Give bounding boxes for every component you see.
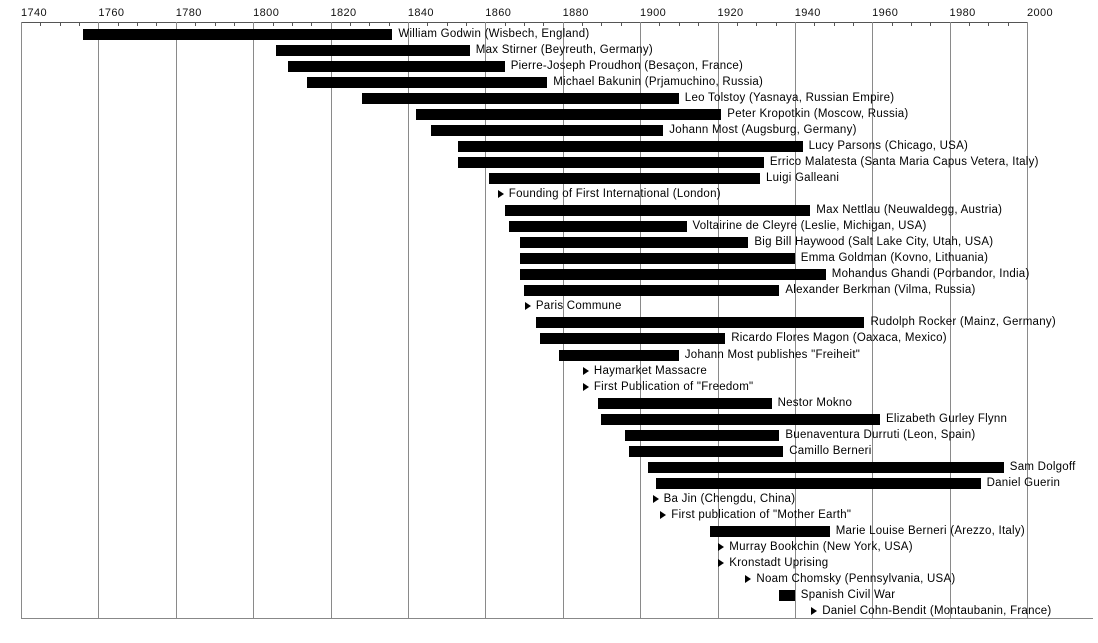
timeline-bar	[520, 253, 795, 264]
axis-tick-label: 1940	[794, 7, 821, 19]
axis-tick-label: 1820	[330, 7, 357, 19]
timeline-bar	[276, 45, 470, 56]
axis-minor-tick	[892, 22, 893, 26]
timeline-bar	[431, 125, 663, 136]
row-label: Lucy Parsons (Chicago, USA)	[808, 139, 969, 152]
timeline-bar	[520, 237, 748, 248]
timeline-bar	[489, 173, 760, 184]
axis-tick-label: 1800	[253, 7, 280, 19]
timeline-bar	[458, 157, 764, 168]
event-marker-icon	[811, 607, 817, 615]
timeline-bar	[509, 221, 687, 232]
axis-minor-tick	[311, 22, 312, 26]
row-label: Daniel Guerin	[986, 476, 1061, 489]
row-label: Spanish Civil War	[800, 589, 896, 602]
axis-minor-tick	[156, 22, 157, 26]
axis-minor-tick	[1008, 22, 1009, 26]
axis-minor-tick	[756, 22, 757, 26]
axis-tick-label: 1860	[485, 7, 512, 19]
axis-minor-tick	[60, 22, 61, 26]
row-label: Camillo Berneri	[789, 444, 872, 457]
row-label: William Godwin (Wisbech, England)	[398, 27, 590, 40]
row-label: Voltairine de Cleyre (Leslie, Michigan, USA)	[692, 220, 927, 233]
row-label: Michael Bakunin (Prjamuchino, Russia)	[553, 75, 764, 88]
axis-minor-tick	[969, 22, 970, 26]
event-marker-icon	[583, 367, 589, 375]
row-label: Kronstadt Uprising	[729, 557, 829, 570]
axis-minor-tick	[215, 22, 216, 26]
row-label: Noam Chomsky (Pennsylvania, USA)	[756, 573, 956, 586]
row-label: Mohandus Ghandi (Porbandor, India)	[831, 268, 1030, 281]
axis-minor-tick	[273, 22, 274, 26]
axis-tick-label: 1980	[949, 7, 976, 19]
row-label: Rudolph Rocker (Mainz, Germany)	[870, 316, 1056, 329]
axis-minor-tick	[350, 22, 351, 26]
axis-minor-tick	[543, 22, 544, 26]
event-marker-icon	[718, 559, 724, 567]
row-label: Daniel Cohn-Bendit (Montaubanin, France)	[822, 605, 1052, 618]
row-label: Max Stirner (Beyreuth, Germany)	[475, 43, 653, 56]
gridline-1800	[253, 22, 254, 618]
axis-minor-tick	[601, 22, 602, 26]
axis-minor-tick	[853, 22, 854, 26]
row-label: First Publication of "Freedom"	[593, 380, 754, 393]
row-label: Haymarket Massacre	[593, 364, 708, 377]
event-marker-icon	[583, 383, 589, 391]
axis-minor-tick	[389, 22, 390, 26]
axis-minor-tick	[195, 22, 196, 26]
axis-minor-tick	[79, 22, 80, 26]
timeline-bar	[536, 317, 865, 328]
row-label: Leo Tolstoy (Yasnaya, Russian Empire)	[684, 91, 895, 104]
axis-minor-tick	[698, 22, 699, 26]
timeline-bar	[458, 141, 802, 152]
row-label: Ricardo Flores Magon (Oaxaca, Mexico)	[731, 332, 947, 345]
row-label: Elizabeth Gurley Flynn	[886, 412, 1008, 425]
event-marker-icon	[653, 495, 659, 503]
gridline-1780	[176, 22, 177, 618]
axis-minor-tick	[466, 22, 467, 26]
gridline-1760	[98, 22, 99, 618]
row-label: Max Nettlau (Neuwaldegg, Austria)	[816, 204, 1003, 217]
timeline-bar	[416, 109, 722, 120]
axis-minor-tick	[988, 22, 989, 26]
timeline-bar	[520, 269, 826, 280]
timeline-bar	[559, 350, 679, 361]
row-label: Ba Jin (Chengdu, China)	[663, 493, 796, 505]
axis-minor-tick	[737, 22, 738, 26]
timeline-bar	[540, 333, 726, 344]
timeline-bar	[779, 590, 795, 601]
event-marker-icon	[718, 543, 724, 551]
timeline-bar	[307, 77, 547, 88]
timeline-bar	[629, 446, 784, 457]
axis-minor-tick	[118, 22, 119, 26]
row-label: Johann Most (Augsburg, Germany)	[669, 123, 857, 136]
axis-tick-label: 1840	[407, 7, 434, 19]
row-label: Murray Bookchin (New York, USA)	[729, 541, 913, 554]
gridline-1740	[21, 22, 22, 618]
row-label: Founding of First International (London)	[508, 188, 721, 200]
timeline-bar	[83, 29, 393, 40]
axis-minor-tick	[524, 22, 525, 26]
row-label: Errico Malatesta (Santa Maria Capus Vetera, Italy)	[769, 155, 1039, 168]
timeline-bar	[524, 285, 779, 296]
event-marker-icon	[498, 190, 504, 198]
axis-tick-label: 1740	[20, 7, 48, 19]
timeline-bar	[656, 478, 981, 489]
axis-minor-tick	[930, 22, 931, 26]
axis-minor-tick	[659, 22, 660, 26]
axis-minor-tick	[679, 22, 680, 26]
axis-tick-label: 1780	[175, 7, 202, 19]
axis-minor-tick	[369, 22, 370, 26]
gridline-1840	[408, 22, 409, 618]
row-label: Marie Louise Berneri (Arezzo, Italy)	[835, 525, 1025, 537]
axis-tick-label: 1900	[640, 7, 667, 19]
axis-minor-tick	[447, 22, 448, 26]
row-label: Paris Commune	[535, 300, 622, 313]
event-marker-icon	[660, 511, 666, 519]
axis-minor-tick	[292, 22, 293, 26]
axis-tick-label: 1760	[98, 7, 125, 19]
timeline-bar	[598, 398, 772, 409]
axis-minor-tick	[40, 22, 41, 26]
timeline-bar	[362, 93, 679, 104]
row-label: Alexander Berkman (Vilma, Russia)	[785, 284, 976, 297]
axis-tick-label: 1920	[717, 7, 744, 19]
timeline-bar	[710, 526, 830, 537]
timeline-bar	[625, 430, 780, 441]
row-label: Johann Most publishes "Freiheit"	[684, 348, 861, 361]
timeline-bar	[505, 205, 811, 216]
axis-minor-tick	[582, 22, 583, 26]
row-label: First publication of "Mother Earth"	[671, 509, 852, 521]
row-label: Nestor Mokno	[777, 396, 853, 409]
event-marker-icon	[525, 302, 531, 310]
axis-minor-tick	[234, 22, 235, 26]
axis-minor-tick	[834, 22, 835, 26]
row-label: Peter Kropotkin (Moscow, Russia)	[727, 107, 909, 120]
axis-minor-tick	[814, 22, 815, 26]
row-label: Emma Goldman (Kovno, Lithuania)	[800, 252, 989, 265]
gridline-1820	[331, 22, 332, 618]
timeline-bar	[288, 61, 505, 72]
event-marker-icon	[745, 575, 751, 583]
row-label: Sam Dolgoff	[1009, 460, 1076, 473]
row-label: Luigi Galleani	[766, 172, 840, 184]
axis-minor-tick	[137, 22, 138, 26]
axis-minor-tick	[911, 22, 912, 26]
axis-minor-tick	[427, 22, 428, 26]
row-label: Buenaventura Durruti (Leon, Spain)	[785, 428, 976, 441]
timeline-bar	[648, 462, 1004, 473]
row-label: Pierre-Joseph Proudhon (Besaçon, France)	[510, 59, 744, 72]
axis-minor-tick	[505, 22, 506, 26]
axis-minor-tick	[621, 22, 622, 26]
axis-minor-tick	[776, 22, 777, 26]
axis-tick-label: 1880	[562, 7, 589, 19]
row-label: Big Bill Haywood (Salt Lake City, Utah, USA)	[754, 236, 994, 249]
axis-tick-label: 1960	[872, 7, 899, 19]
timeline-bar	[601, 414, 880, 425]
axis-tick-label: 2000	[1026, 7, 1054, 19]
